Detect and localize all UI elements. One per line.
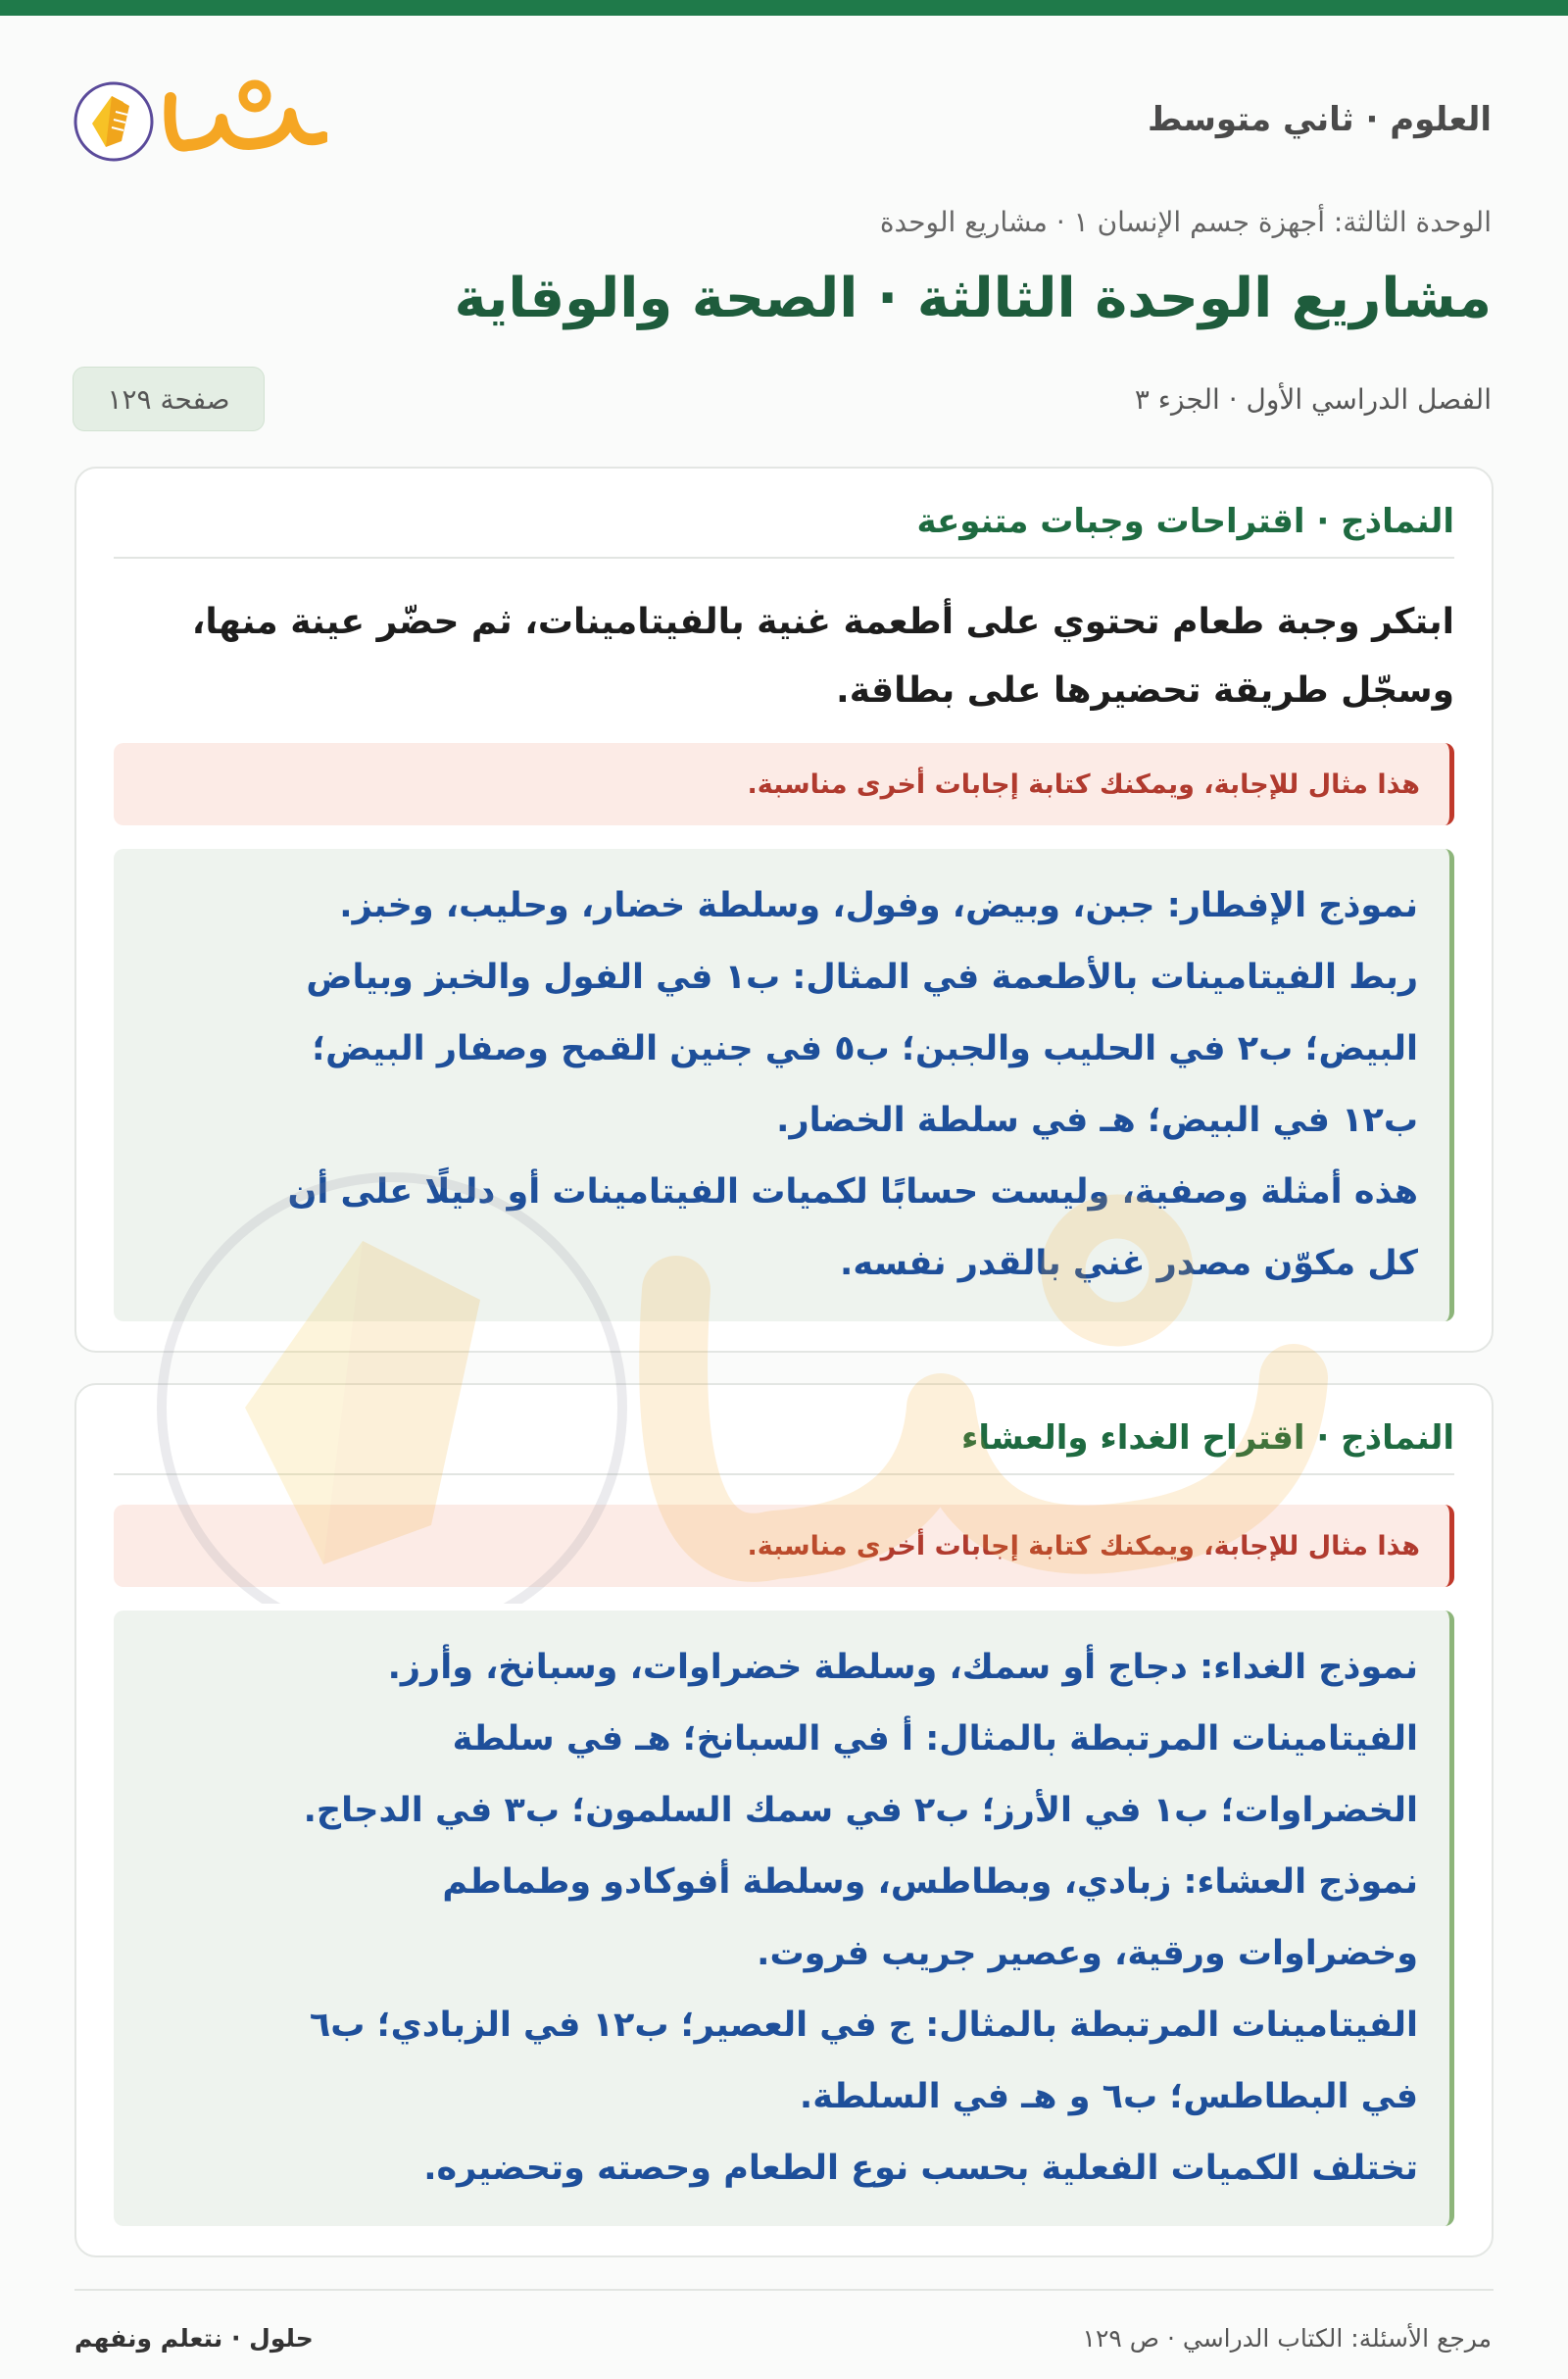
- answer-box: [114, 849, 1454, 1321]
- page: [0, 16, 1568, 2379]
- sample-answer-note: هذا مثال للإجابة، ويمكنك كتابة إجابات أخرى مناسبة.: [114, 1505, 1454, 1587]
- answer-line: الخضراوات؛ ب١ في الأرز؛ ب٢ في سمك السلمون؛ ب٣ في الدجاج.: [303, 1791, 1418, 1830]
- answer-line: في البطاطس؛ ب٦ و هـ في السلطة.: [799, 2077, 1418, 2116]
- answer-line: تختلف الكميات الفعلية بحسب نوع الطعام وحصته وتحضيره.: [423, 2149, 1418, 2188]
- sample-answer-note: هذا مثال للإجابة، ويمكنك كتابة إجابات أخرى مناسبة.: [114, 743, 1454, 825]
- question-text: [114, 588, 1454, 725]
- answer-line: الفيتامينات المرتبطة بالمثال: ج في العصير؛ ب١٢ في الزبادي؛ ب٦: [309, 2006, 1418, 2045]
- breadcrumb: الوحدة الثالثة: أجهزة جسم الإنسان ١ · مشاريع الوحدة: [879, 206, 1492, 238]
- top-accent-bar: [0, 0, 1568, 16]
- answer-line: نموذج الإفطار: جبن، وبيض، وفول، وسلطة خضار، وحليب، وخبز.: [339, 886, 1418, 925]
- lunch-dinner-card: [74, 1383, 1494, 2257]
- answer-line: ربط الفيتامينات بالأطعمة في المثال: ب١ في الفول والخبز وبياض: [306, 958, 1418, 997]
- answer-line: الفيتامينات المرتبطة بالمثال: أ في السبانخ؛ هـ في سلطة: [452, 1719, 1418, 1759]
- footer-divider: [74, 2289, 1494, 2291]
- answer-line: كل مكوّن مصدر غني بالقدر نفسه.: [840, 1244, 1418, 1283]
- term-label: الفصل الدراسي الأول · الجزء ٣: [1134, 383, 1492, 416]
- question-line: ابتكر وجبة طعام تحتوي على أطعمة غنية بالفيتامينات، ثم حضّر عينة منها،: [191, 602, 1454, 642]
- footer-reference: مرجع الأسئلة: الكتاب الدراسي · ص ١٢٩: [1082, 2324, 1492, 2353]
- hulul-logo: [73, 69, 327, 173]
- answer-line: البيض؛ ب٢ في الحليب والجبن؛ ب٥ في جنين القمح وصفار البيض؛: [312, 1029, 1418, 1068]
- footer-brand: حلول · نتعلم ونفهم: [74, 2324, 314, 2353]
- answer-box: [114, 1611, 1454, 2226]
- answer-line: وخضراوات ورقية، وعصير جريب فروت.: [757, 1934, 1418, 1973]
- subject-label: العلوم · ثاني متوسط: [1148, 100, 1492, 139]
- meal-suggestions-card: [74, 467, 1494, 1353]
- card-heading: النماذج · اقتراحات وجبات متنوعة: [114, 502, 1454, 559]
- page-title: مشاريع الوحدة الثالثة · الصحة والوقاية: [454, 267, 1492, 330]
- card-heading: النماذج · اقتراح الغداء والعشاء: [114, 1418, 1454, 1475]
- page-number-badge: صفحة ١٢٩: [73, 367, 265, 431]
- question-line: وسجّل طريقة تحضيرها على بطاقة.: [836, 670, 1454, 711]
- answer-line: هذه أمثلة وصفية، وليست حسابًا لكميات الفيتامينات أو دليلًا على أن: [287, 1172, 1418, 1212]
- answer-line: نموذج الغداء: دجاج أو سمك، وسلطة خضراوات، وسبانخ، وأرز.: [387, 1648, 1418, 1687]
- answer-line: نموذج العشاء: زبادي، وبطاطس، وسلطة أفوكادو وطماطم: [442, 1862, 1418, 1902]
- answer-line: ب١٢ في البيض؛ هـ في سلطة الخضار.: [776, 1101, 1418, 1140]
